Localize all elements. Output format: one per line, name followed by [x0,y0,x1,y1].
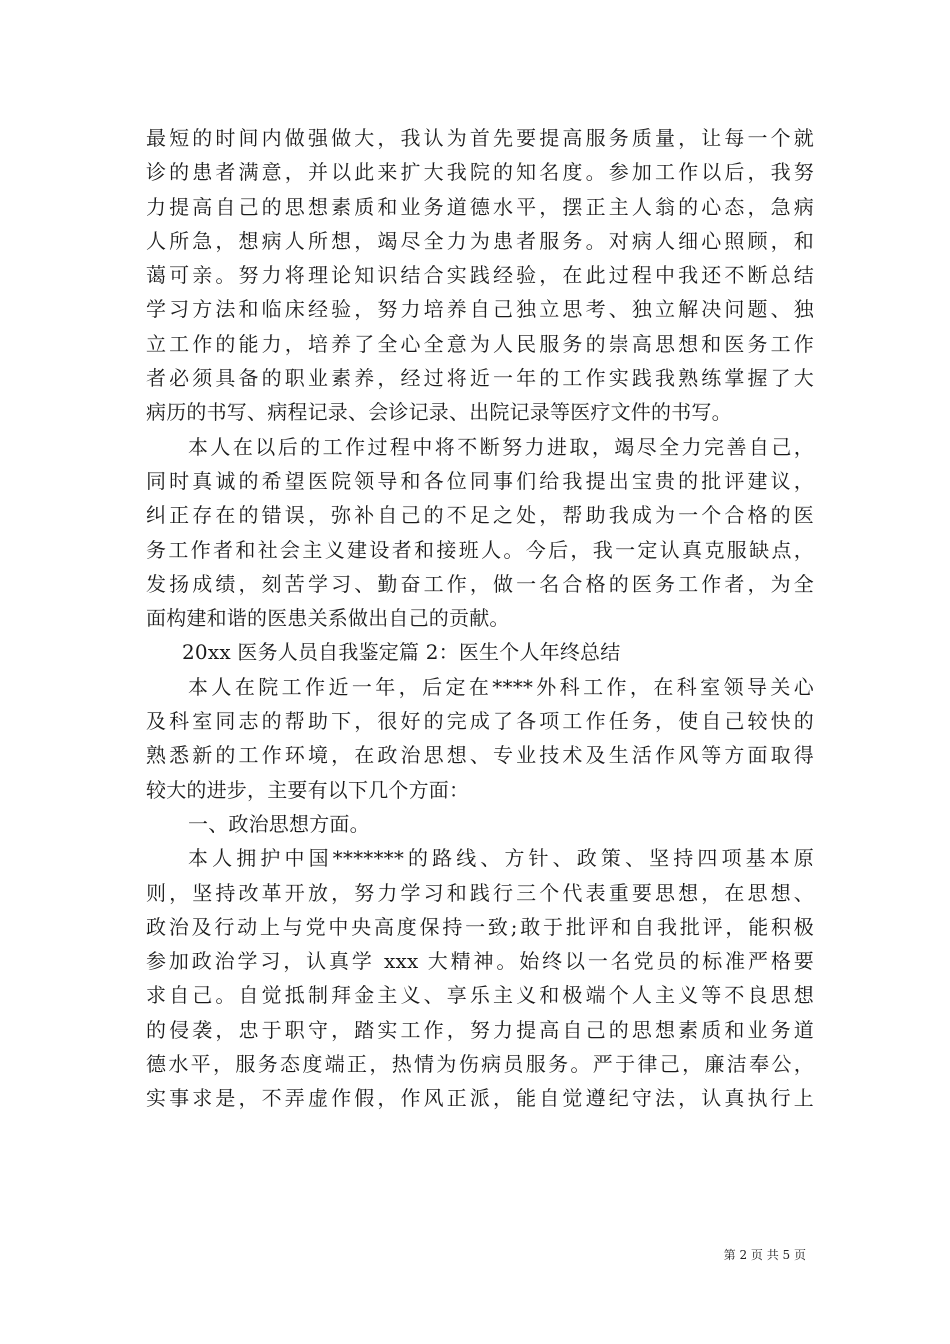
document-body [146,121,814,1116]
text-line: 学习方法和临床经验，努力培养自己独立思考、独立解决问题、独 [146,297,814,322]
text-line: 面构建和谐的医患关系做出自己的贡献。 [146,606,510,631]
text-line: 熟悉新的工作环境，在政治思想、专业技术及生活作风等方面取得 [146,743,814,768]
text-line: 诊的患者满意，并以此来扩大我院的知名度。参加工作以后，我努 [146,160,814,185]
text-line: 力提高自己的思想素质和业务道德水平，摆正主人翁的心态，急病 [146,194,814,219]
text-line: 的侵袭，忠于职守，踏实工作，努力提高自己的思想素质和业务道 [146,1017,814,1042]
text-line: 实事求是，不弄虚作假，作风正派，能自觉遵纪守法，认真执行上 [146,1086,814,1111]
text-line: 最短的时间内做强做大，我认为首先要提高服务质量，让每一个就 [146,126,814,150]
text-line: 则，坚持改革开放，努力学习和践行三个代表重要思想，在思想、 [146,880,814,905]
text-line: 立工作的能力，培养了全心全意为人民服务的崇高思想和医务工作 [146,331,814,356]
text-line: 求自己。自觉抵制拜金主义、享乐主义和极端个人主义等不良思想 [146,983,814,1008]
text-line: 同时真诚的希望医院领导和各位同事们给我提出宝贵的批评建议， [146,468,814,493]
text-line: 蔼可亲。努力将理论知识结合实践经验，在此过程中我还不断总结 [146,263,814,288]
text-line: 参加政治学习，认真学 xxx 大精神。始终以一名党员的标准严格要 [146,949,814,974]
text-line: 病历的书写、病程记录、会诊记录、出院记录等医疗文件的书写。 [146,400,732,425]
paragraph-start-line: 本人在以后的工作过程中将不断努力进取，竭尽全力完善自己， [188,434,814,459]
text-line: 者必须具备的职业素养，经过将近一年的工作实践我熟练掌握了大 [146,366,814,391]
text-line: 人所急，想病人所想，竭尽全力为患者服务。对病人细心照顾，和 [146,228,814,253]
subsection-heading: 一、政治思想方面。 [188,811,370,836]
page-number: 第 2 页 共 5 页 [723,1248,806,1262]
text-line: 发扬成绩，刻苦学习、勤奋工作，做一名合格的医务工作者，为全 [146,571,814,596]
text-line: 务工作者和社会主义建设者和接班人。今后，我一定认真克服缺点， [146,537,814,562]
text-line: 及科室同志的帮助下，很好的完成了各项工作任务，使自己较快的 [146,709,814,734]
paragraph-start-line: 本人拥护中国*******的路线、方针、政策、坚持四项基本原 [188,846,814,871]
paragraph-start-line: 本人在院工作近一年，后定在****外科工作，在科室领导关心 [188,674,814,699]
section-heading: 20xx 医务人员自我鉴定篇 2：医生个人年终总结 [182,640,621,665]
text-line: 较大的进步，主要有以下几个方面： [146,777,470,802]
text-line: 纠正存在的错误，弥补自己的不足之处，帮助我成为一个合格的医 [146,503,814,528]
text-line: 政治及行动上与党中央高度保持一致;敢于批评和自我批评，能积极 [146,914,814,939]
text-line: 德水平，服务态度端正，热情为伤病员服务。严于律己，廉洁奉公， [146,1052,814,1077]
